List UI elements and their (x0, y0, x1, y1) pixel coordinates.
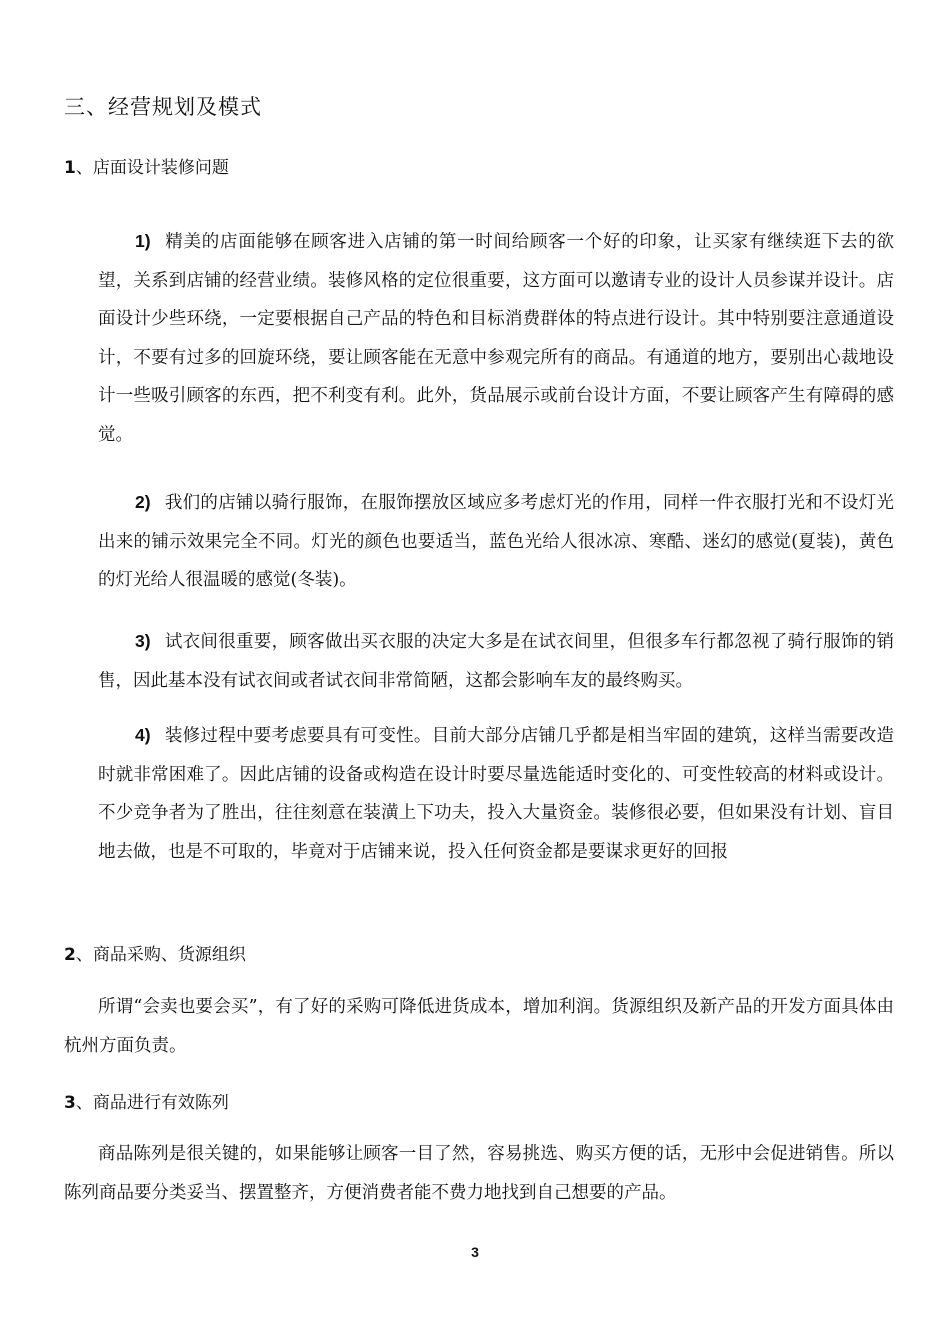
list-item-1 (98, 222, 894, 454)
list-item-3 (98, 622, 894, 700)
section-heading-1 (64, 155, 229, 181)
chapter-title: 三、经营规划及模式 (64, 95, 262, 119)
item-text: 我们的店铺以骑行服饰，在服饰摆放区域应多考虑灯光的作用，同样一件衣服打光和不设灯光出来的铺示效果完全不同。灯光的颜色也要适当，蓝色光给人很冰凉、寒酷、迷幻的感觉(夏装)，黄色的灯光给人很温暖的感觉(冬装)。 (98, 493, 894, 590)
section-title: 、商品进行有效陈列 (75, 1093, 229, 1113)
section-number: 3 (64, 1093, 76, 1113)
section-title: 、商品采购、货源组织 (75, 945, 246, 965)
section-heading-2 (64, 942, 246, 968)
section-number: 2 (64, 945, 76, 965)
section-number: 1 (64, 158, 76, 178)
section-heading-3 (64, 1090, 229, 1116)
item-text: 试衣间很重要，顾客做出买衣服的决定大多是在试衣间里，但很多车行都忽视了骑行服饰的销售，因此基本没有试衣间或者试衣间非常简陋，这都会影响车友的最终购买。 (98, 632, 894, 691)
section-2-paragraph: 所谓“会卖也要会买”，有了好的采购可降低进货成本，增加利润。货源组织及新产品的开发方面具体由杭州方面负责。 (64, 997, 894, 1056)
item-number: 1) (135, 231, 151, 251)
item-number: 4) (135, 725, 151, 745)
page-number: 3 (471, 1244, 479, 1260)
list-item-4 (98, 716, 894, 871)
item-number: 2) (135, 492, 151, 512)
item-text: 精美的店面能够在顾客进入店铺的第一时间给顾客一个好的印象，让买家有继续逛下去的欲望，关系到店铺的经营业绩。装修风格的定位很重要，这方面可以邀请专业的设计人员参谋并设计。店面设计少些环绕，一定要根据自己产品的特色和目标消费群体的特点进行设计。其中特别要注意通道设计，不要有过多的回旋环绕，要让顾客能在无意中参观完所有的商品。有通道的地方，要别出心裁地设计一些吸引顾客的东西，把不利变有利。此外，货品展示或前台设计方面，不要让顾客产生有障碍的感觉。 (98, 232, 894, 445)
section-title: 、店面设计装修问题 (75, 158, 229, 178)
section-3-paragraph: 商品陈列是很关键的，如果能够让顾客一目了然，容易挑选、购买方便的话，无形中会促进销售。所以陈列商品要分类妥当、摆置整齐，方便消费者能不费力地找到自己想要的产品。 (64, 1144, 894, 1203)
item-text: 装修过程中要考虑要具有可变性。目前大部分店铺几乎都是相当牢固的建筑，这样当需要改造时就非常困难了。因此店铺的设备或构造在设计时要尽量选能适时变化的、可变性较高的材料或设计。不少竞争者为了胜出，往往刻意在装潢上下功夫，投入大量资金。装修很必要，但如果没有计划、盲目地去做，也是不可取的，毕竟对于店铺来说，投入任何资金都是要谋求更好的回报 (98, 726, 894, 862)
list-item-2 (98, 483, 894, 600)
item-number: 3) (135, 631, 151, 651)
